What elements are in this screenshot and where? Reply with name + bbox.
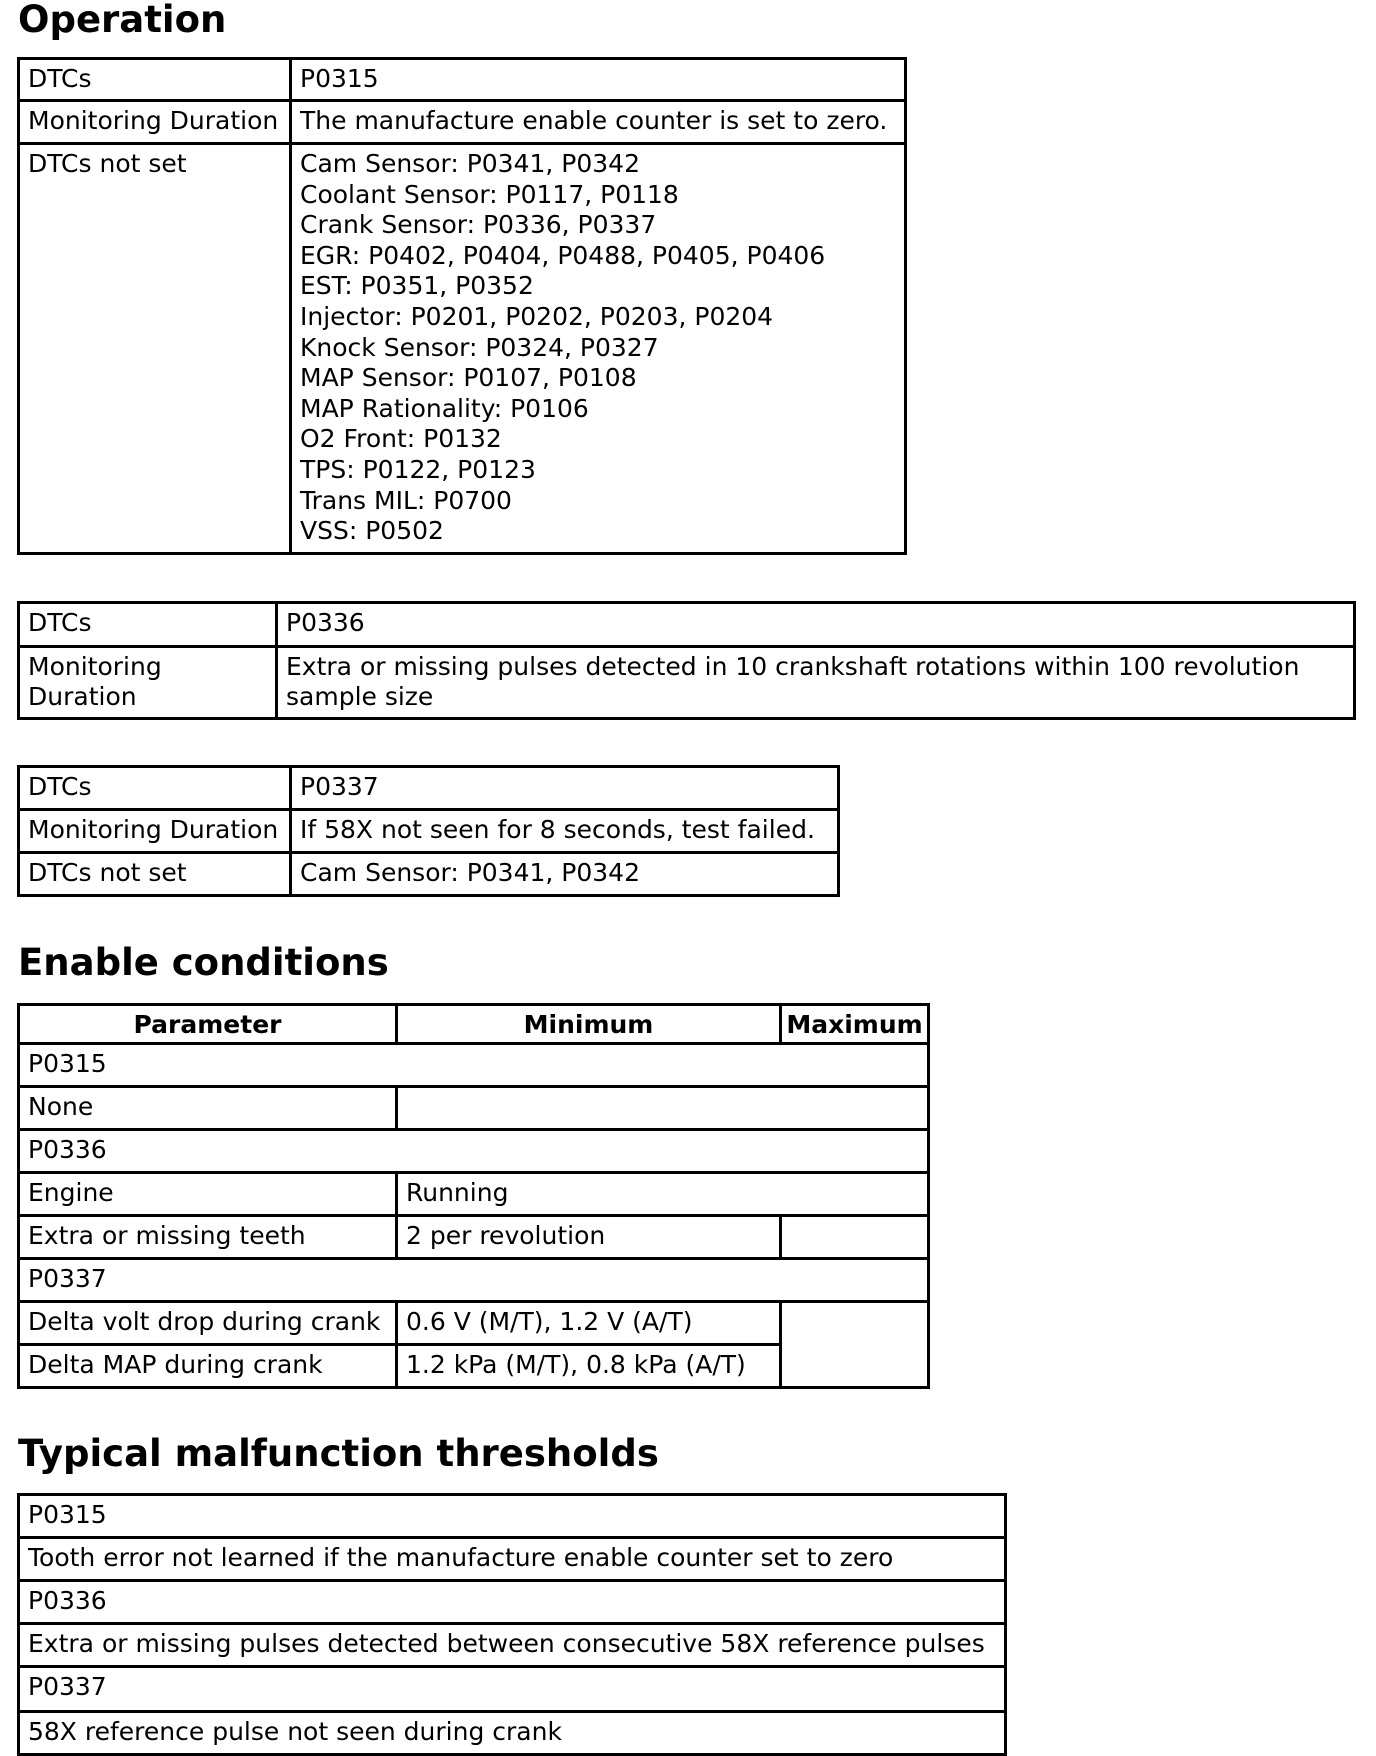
dtcs-label: DTCs — [19, 59, 291, 101]
table-cell: Delta MAP during crank — [19, 1345, 397, 1388]
dtcs-value: P0337 — [291, 767, 839, 810]
monitoring-duration-value: Extra or missing pulses detected in 10 crankshaft rotations within 100 revolution sample size — [277, 647, 1355, 719]
list-item: Knock Sensor: P0324, P0327 — [300, 332, 659, 362]
dtc-code-row: P0337 — [19, 1667, 1006, 1712]
dtcs-not-set-value: Cam Sensor: P0341, P0342 — [291, 853, 839, 896]
empty-cell — [781, 1302, 929, 1388]
empty-cell — [397, 1087, 929, 1130]
table-cell: 0.6 V (M/T), 1.2 V (A/T) — [397, 1302, 781, 1345]
monitoring-duration-label: Monitoring Duration — [19, 101, 291, 144]
table-cell: None — [19, 1087, 397, 1130]
dtc-group-row: P0315 — [19, 1044, 929, 1087]
dtcs-value: P0315 — [291, 59, 906, 101]
monitoring-duration-value: The manufacture enable counter is set to zero. — [291, 101, 906, 144]
list-item: Coolant Sensor: P0117, P0118 — [300, 179, 679, 209]
threshold-row: Extra or missing pulses detected between consecutive 58X reference pulses — [19, 1624, 1006, 1667]
list-item: EGR: P0402, P0404, P0488, P0405, P0406 — [300, 240, 826, 270]
table-cell: Delta volt drop during crank — [19, 1302, 397, 1345]
threshold-row: Tooth error not learned if the manufacture enable counter set to zero — [19, 1538, 1006, 1581]
table-cell: Running — [397, 1173, 929, 1216]
dtc-group-row: P0336 — [19, 1130, 929, 1173]
parameter-header: Parameter — [19, 1005, 397, 1044]
monitoring-duration-label: Monitoring Duration — [19, 810, 291, 853]
list-item: TPS: P0122, P0123 — [300, 454, 536, 484]
list-item: Injector: P0201, P0202, P0203, P0204 — [300, 301, 774, 331]
malfunction-thresholds-table — [17, 1493, 1007, 1756]
table-cell: Extra or missing teeth — [19, 1216, 397, 1259]
list-item: MAP Rationality: P0106 — [300, 393, 589, 423]
threshold-row: 58X reference pulse not seen during crank — [19, 1712, 1006, 1755]
table-cell: 2 per revolution — [397, 1216, 781, 1259]
maximum-header: Maximum — [781, 1005, 929, 1044]
list-item: MAP Sensor: P0107, P0108 — [300, 363, 637, 393]
enable-conditions-table — [17, 1003, 930, 1389]
list-item: Trans MIL: P0700 — [300, 485, 512, 515]
empty-cell — [781, 1216, 929, 1259]
operation-heading: Operation — [18, 0, 227, 41]
list-item: O2 Front: P0132 — [300, 424, 502, 454]
dtcs-not-set-list — [291, 144, 906, 554]
dtc-code-row: P0315 — [19, 1495, 1006, 1538]
p0336-operation-table — [17, 601, 1356, 720]
list-item: Cam Sensor: P0341, P0342 — [300, 149, 640, 178]
monitoring-duration-value: If 58X not seen for 8 seconds, test failed. — [291, 810, 839, 853]
list-item: VSS: P0502 — [300, 516, 444, 546]
table-cell: 1.2 kPa (M/T), 0.8 kPa (A/T) — [397, 1345, 781, 1388]
dtcs-not-set-label: DTCs not set — [19, 144, 291, 554]
minimum-header: Minimum — [397, 1005, 781, 1044]
list-item: Crank Sensor: P0336, P0337 — [300, 210, 657, 240]
list-item: EST: P0351, P0352 — [300, 271, 534, 301]
table-cell: Engine — [19, 1173, 397, 1216]
dtcs-value: P0336 — [277, 603, 1355, 647]
enable-conditions-heading: Enable conditions — [18, 941, 389, 984]
dtc-group-row: P0337 — [19, 1259, 929, 1302]
dtcs-not-set-label: DTCs not set — [19, 853, 291, 896]
dtcs-label: DTCs — [19, 767, 291, 810]
p0315-operation-table — [17, 57, 907, 555]
p0337-operation-table — [17, 765, 840, 897]
malfunction-thresholds-heading: Typical malfunction thresholds — [18, 1432, 659, 1475]
monitoring-duration-label: Monitoring Duration — [19, 647, 277, 719]
dtcs-label: DTCs — [19, 603, 277, 647]
dtc-code-row: P0336 — [19, 1581, 1006, 1624]
